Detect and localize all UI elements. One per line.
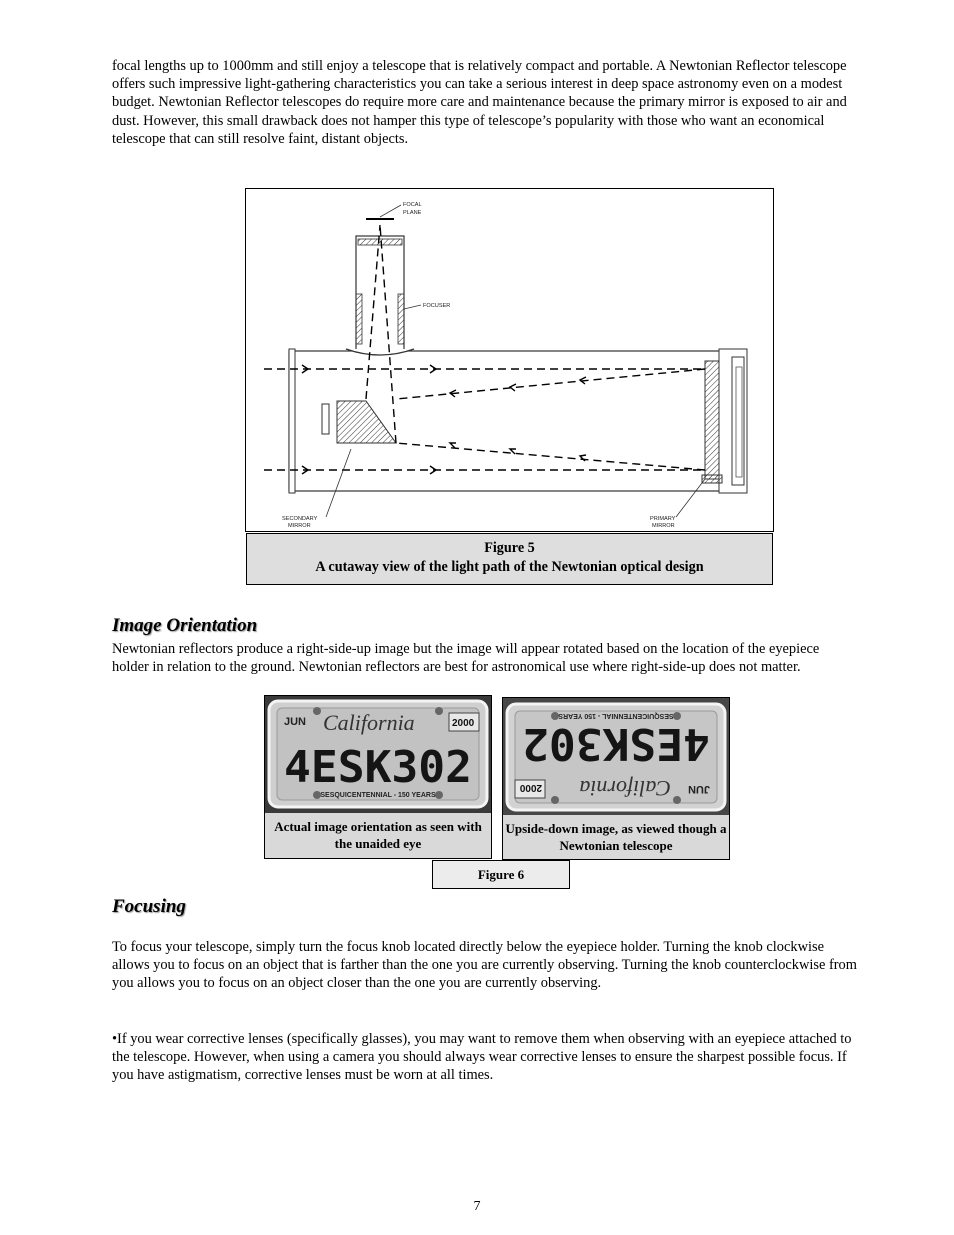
telescope-diagram-svg xyxy=(246,189,773,531)
focusing-heading: Focusing xyxy=(112,896,186,917)
focusing-paragraph-2: •If you wear corrective lenses (specifically glasses), you may want to remove them when observing with an eyepiece attached to the telescope. However, when using a camera you should always wear corrective lenses to ensure the sharpest possible focus. If you have astigmatism, corrective lenses must be worn at all times. xyxy=(112,1031,852,1084)
plate-normal-photo xyxy=(265,696,491,813)
secondary-mirror-label-1: SECONDARY xyxy=(282,516,318,522)
primary-mirror-label-2: MIRROR xyxy=(652,523,675,529)
plate-state-inverted: California xyxy=(579,776,671,801)
intro-paragraph: focal lengths up to 1000mm and still enjoy a telescope that is relatively compact and portable. A Newtonian Reflector telescope offers such impressive light-gathering characteristics you can take a serious interest in deep space astronomy even on a modest budget. Newtonian Reflector telescopes do require more care and maintenance because the primary mirror is exposed to air and dust. However, this small drawback does not hamper this type of telescope’s popularity with those who want an economical telescope that can still resolve faint, distant objects. xyxy=(112,58,847,147)
plate-inverted-figure xyxy=(502,697,730,860)
focal-plane-label-2: PLANE xyxy=(403,210,422,216)
plate-state: California xyxy=(323,710,415,735)
plate-normal-figure xyxy=(264,695,492,859)
newtonian-cutaway-diagram xyxy=(245,188,774,532)
plate-month: JUN xyxy=(284,716,307,728)
figure-5-caption-title: Figure 5 xyxy=(484,540,535,556)
plate-motto-inverted: SESQUICENTENNIAL - 150 YEARS xyxy=(558,712,674,719)
plate-inverted-photo xyxy=(503,698,729,815)
figure-6-label: Figure 6 xyxy=(432,860,570,889)
figure-5-caption xyxy=(246,533,773,585)
license-plate-inverted xyxy=(503,698,729,815)
page-number: 7 xyxy=(473,1199,481,1214)
secondary-mirror-shape xyxy=(337,401,396,443)
secondary-mirror-label-2: MIRROR xyxy=(288,523,311,529)
focuser-tube xyxy=(356,236,404,351)
plate-year: 2000 xyxy=(452,718,475,729)
focusing-paragraph-1: To focus your telescope, simply turn the focus knob located directly below the eyepiece holder. Turning the knob clockwise allows you to focus on an object that is farther than the one you are currently observing. Turning the knob counterclockwise from you allows you to focus on an object closer than the one you are currently observing. xyxy=(112,939,857,992)
focuser-label: FOCUSER xyxy=(423,303,451,309)
plate-number-inverted: 4ESK302 xyxy=(522,718,710,769)
image-orientation-heading: Image Orientation xyxy=(112,615,258,636)
figure-5-caption-text: A cutaway view of the light path of the Newtonian optical design xyxy=(315,559,704,575)
plate-inverted-caption: Upside-down image, as viewed though a Newtonian telescope xyxy=(505,821,727,853)
image-orientation-paragraph: Newtonian reflectors produce a right-side-up image but the image will appear rotated based on the location of the eyepiece holder in relation to the ground. Newtonian reflectors are best for astronomical use where right-side-up does not matter. xyxy=(112,641,820,676)
plate-number: 4ESK302 xyxy=(284,742,472,793)
plate-year-inverted: 2000 xyxy=(519,782,542,793)
plate-motto: SESQUICENTENNIAL - 150 YEARS xyxy=(320,792,436,799)
plate-normal-caption: Actual image orientation as seen with the unaided eye xyxy=(274,819,482,851)
license-plate-normal xyxy=(265,696,491,813)
primary-mirror-shape xyxy=(705,361,719,479)
primary-mirror-label-1: PRIMARY xyxy=(650,516,676,522)
figure-5 xyxy=(245,188,774,586)
focal-plane-label-1: FOCAL xyxy=(403,202,422,208)
plate-month-inverted: JUN xyxy=(687,783,710,795)
